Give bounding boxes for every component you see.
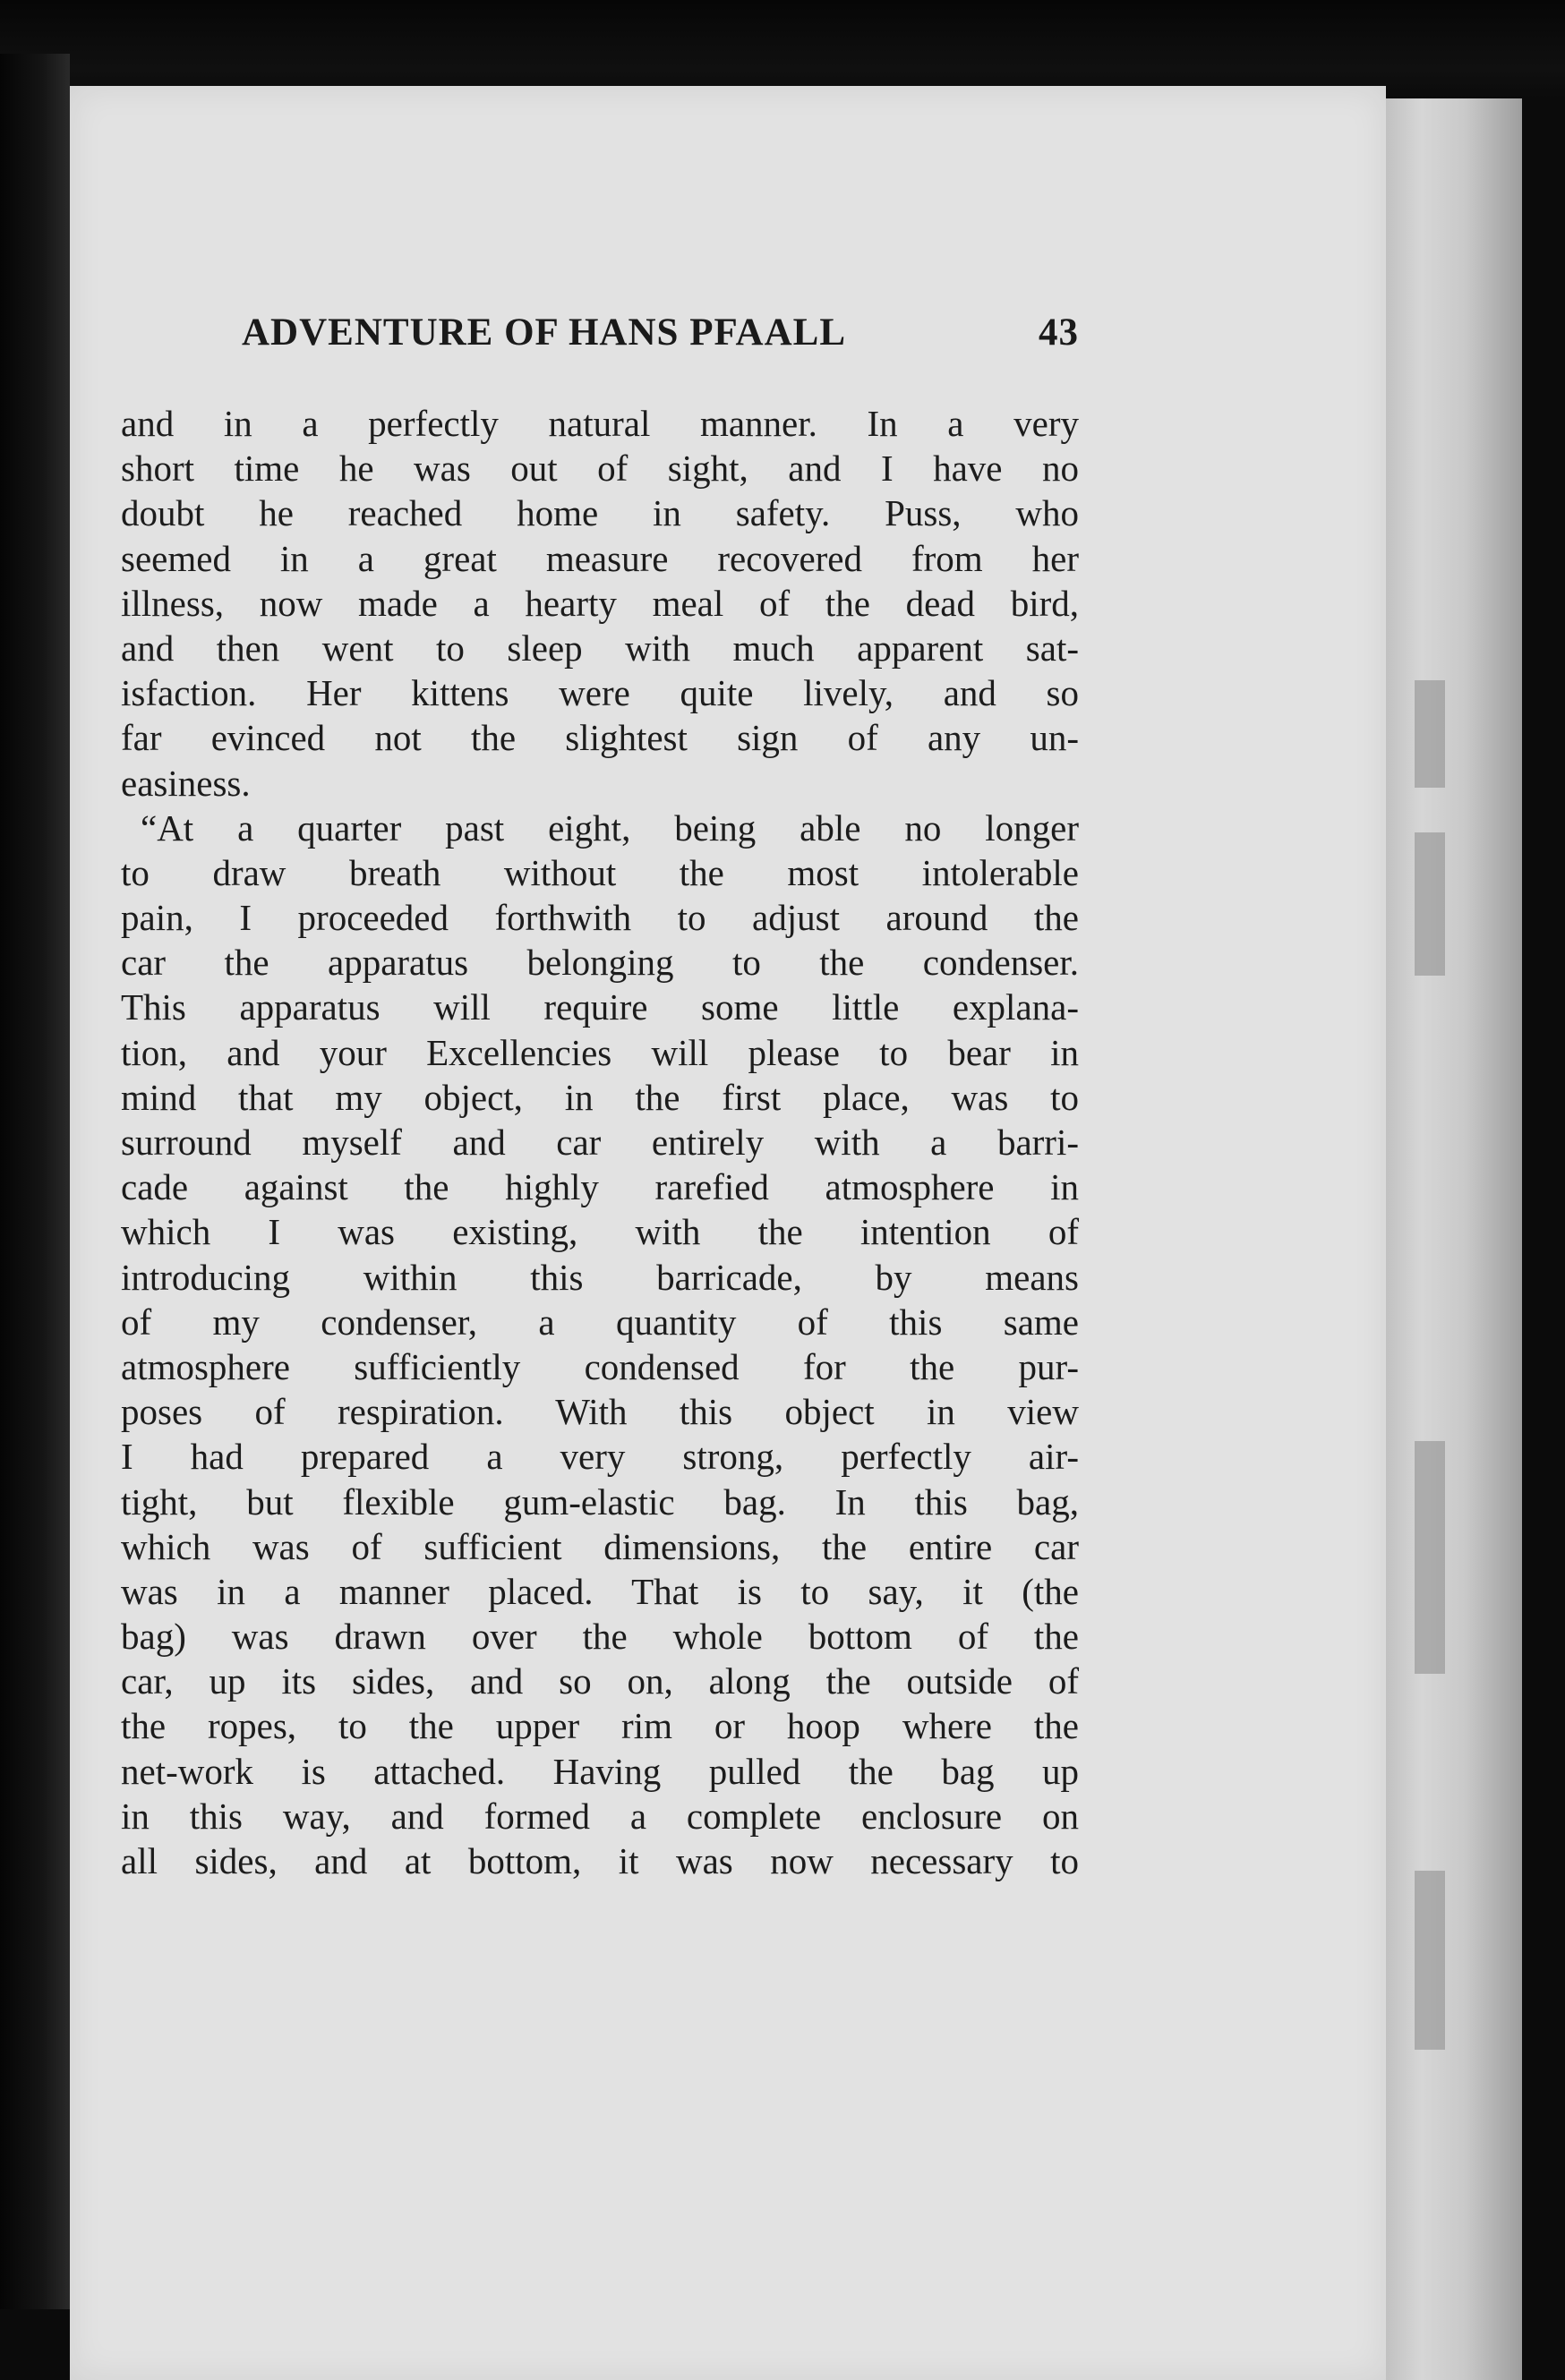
body-text bbox=[121, 401, 1079, 1883]
text-line: the ropes, to the upper rim or hoop where the bbox=[121, 1705, 1079, 1747]
text-line: which I was existing, with the intention of bbox=[121, 1211, 1079, 1253]
text-line: all sides, and at bottom, it was now necessary to bbox=[121, 1840, 1079, 1881]
adjacent-page-edge bbox=[1379, 98, 1522, 2380]
text-line: illness, now made a hearty meal of the dead bird, bbox=[121, 582, 1079, 624]
text-line: mind that my object, in the first place, was to bbox=[121, 1076, 1079, 1118]
text-line: poses of respiration. With this object in view bbox=[121, 1391, 1079, 1433]
page-number: 43 bbox=[1039, 311, 1079, 354]
running-title: ADVENTURE OF HANS PFAALL bbox=[242, 311, 847, 354]
bleed-through-mark bbox=[1415, 1871, 1445, 2050]
text-line: short time he was out of sight, and I have no bbox=[121, 448, 1079, 490]
text-line: atmosphere sufficiently condensed for the pur- bbox=[121, 1345, 1079, 1387]
text-line: and then went to sleep with much apparent sat- bbox=[121, 627, 1079, 669]
bleed-through-mark bbox=[1415, 1441, 1445, 1674]
text-line: “At a quarter past eight, being able no longer bbox=[141, 806, 1079, 849]
text-line: far evinced not the slightest sign of any un- bbox=[121, 717, 1079, 759]
text-line: doubt he reached home in safety. Puss, who bbox=[121, 492, 1079, 534]
text-line: This apparatus will require some little explana- bbox=[121, 986, 1079, 1028]
text-line: bag) was drawn over the whole bottom of the bbox=[121, 1616, 1079, 1658]
text-line: seemed in a great measure recovered from her bbox=[121, 537, 1079, 579]
text-line: net-work is attached. Having pulled the bag up bbox=[121, 1750, 1079, 1792]
text-line: in this way, and formed a complete enclosure on bbox=[121, 1795, 1079, 1837]
text-line: car, up its sides, and so on, along the outside of bbox=[121, 1660, 1079, 1702]
text-line: of my condenser, a quantity of this same bbox=[121, 1301, 1079, 1343]
text-line: I had prepared a very strong, perfectly air- bbox=[121, 1436, 1079, 1478]
text-line: pain, I proceeded forthwith to adjust around the bbox=[121, 897, 1079, 939]
text-line: and in a perfectly natural manner. In a very bbox=[121, 403, 1079, 444]
text-line: isfaction. Her kittens were quite lively, and so bbox=[121, 672, 1079, 714]
text-line: which was of sufficient dimensions, the entire car bbox=[121, 1525, 1079, 1567]
book-binding-edge bbox=[0, 54, 70, 2309]
text-line: surround myself and car entirely with a barri- bbox=[121, 1122, 1079, 1163]
text-line: was in a manner placed. That is to say, it (the bbox=[121, 1570, 1079, 1612]
text-line: introducing within this barricade, by means bbox=[121, 1256, 1079, 1298]
scan-top-edge bbox=[0, 0, 1565, 98]
bleed-through-mark bbox=[1415, 832, 1445, 976]
text-line: tight, but flexible gum-elastic bag. In this bag, bbox=[121, 1480, 1079, 1523]
text-line: easiness. bbox=[121, 762, 251, 804]
text-line: to draw breath without the most intolerable bbox=[121, 851, 1079, 893]
page bbox=[70, 86, 1386, 2380]
text-line: tion, and your Excellencies will please to bear in bbox=[121, 1031, 1079, 1073]
bleed-through-mark bbox=[1415, 680, 1445, 788]
page-header bbox=[242, 311, 1079, 382]
text-line: car the apparatus belonging to the condenser. bbox=[121, 942, 1079, 984]
text-line: cade against the highly rarefied atmosphere in bbox=[121, 1166, 1079, 1208]
